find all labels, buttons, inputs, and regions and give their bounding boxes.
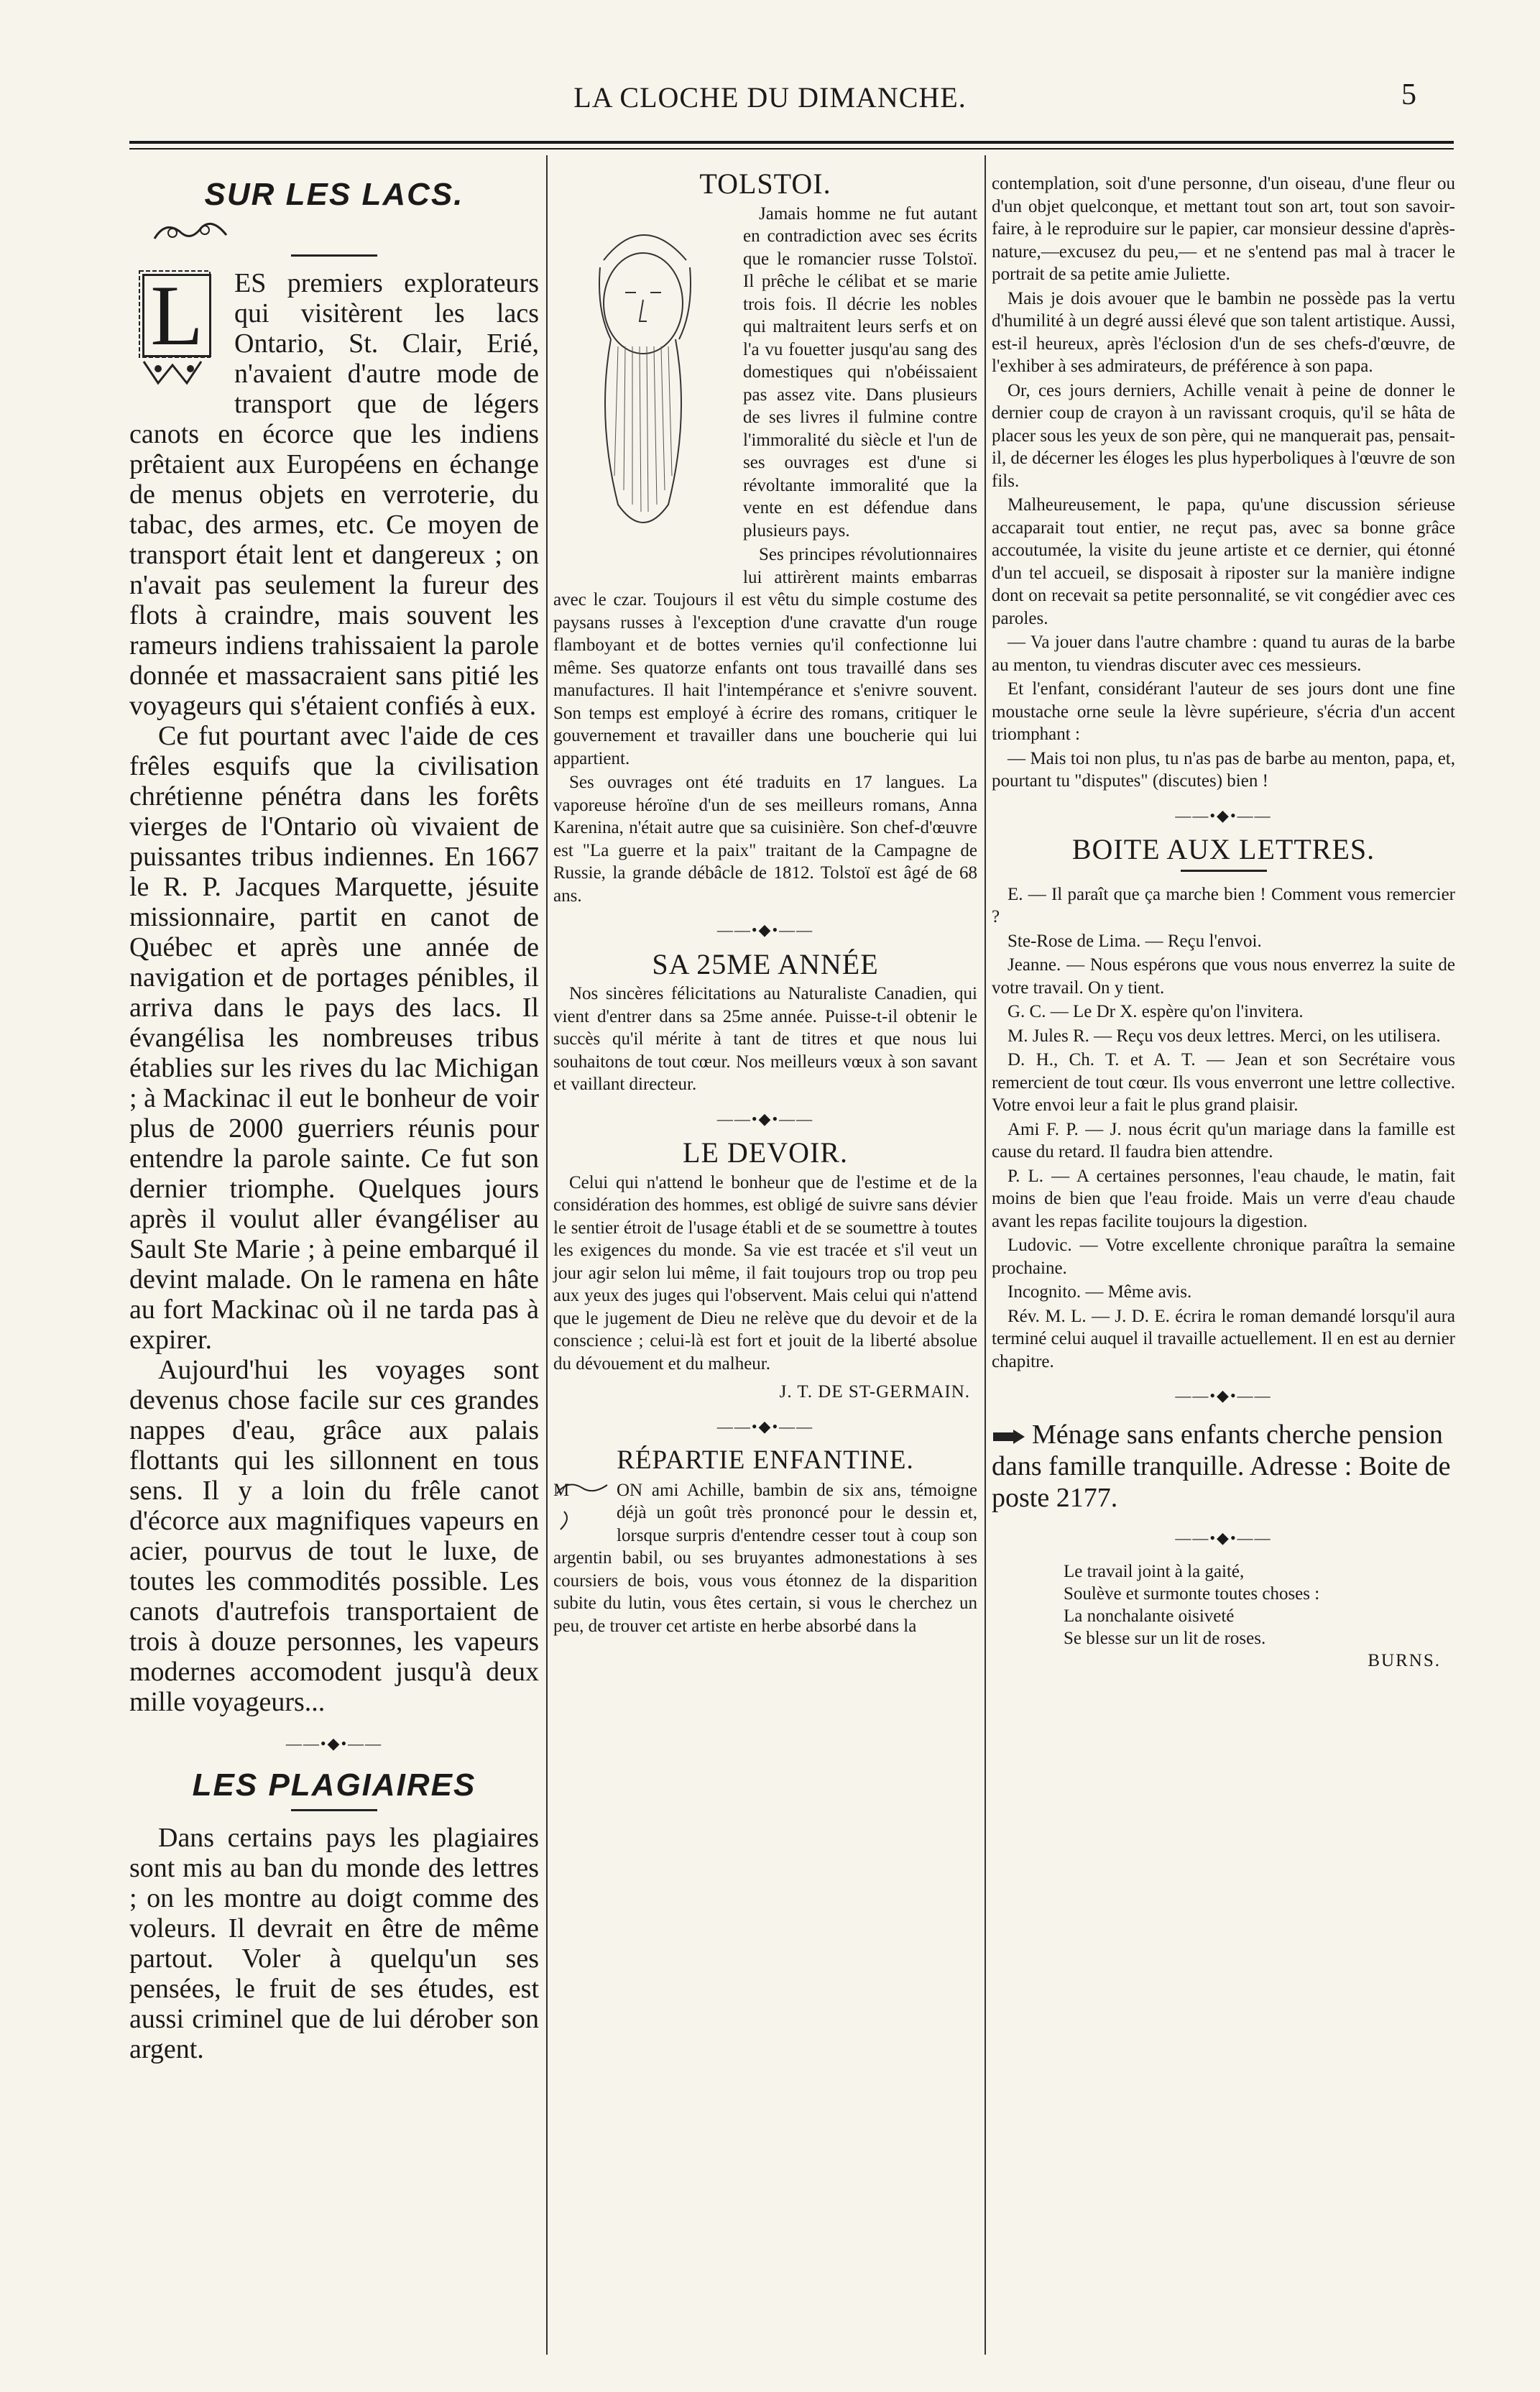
paragraph: Dans certains pays les plagiaires sont mis au ban du monde des lettres ; on les montre au doigt comme des voleurs. Il devrait en être de même partout. Voler à quelqu'un ses pensées, le fruit de ses études, est aussi criminel que de lui dérober son argent. [129,1823,539,2064]
paragraph: Et l'enfant, considérant l'auteur de ses jours dont une fine moustache orne seule la lèvre supérieure, s'écria d'un accent triomphant : [992,679,1455,744]
mail-entry: Ludovic. — Votre excellente chronique paraîtra la semaine prochaine. [992,1236,1455,1278]
poem-line: Soulève et surmonte toutes choses : [1064,1584,1320,1604]
article-body [129,268,539,1717]
article-boite-aux-lettres [992,833,1455,1373]
poem-line: Le travail joint à la gaité, [1064,1562,1245,1581]
article-title: SUR LES LACS. [204,177,464,212]
mail-entry: M. Jules R. — Reçu vos deux lettres. Merci, on les utilisera. [1008,1026,1441,1046]
article-les-plagiaires [129,1767,539,2064]
article-body [553,1479,977,1638]
paragraph: Mais je dois avouer que le bambin ne possède pas la vertu d'humilité à un degré aussi élevé que son talent artistique. Aussi, est-il heureux, après l'éclosion d'un de ses chefs-d'œuvre, de l'exhiber à ses admirateurs, de préférence à son papa. [992,288,1455,376]
article-title: TOLSTOI. [699,167,831,200]
section-divider: ——•◆•—— [716,921,814,939]
poem-line: Se blesse sur un lit de roses. [1064,1629,1266,1648]
title-rule [1181,870,1267,872]
section-divider: ——•◆•—— [716,1109,814,1128]
mail-entry: Rév. M. L. — J. D. E. écrira le roman demandé lorsqu'il aura terminé celui auquel il travaille actuellement. Il en est au dernier chapitre. [992,1306,1455,1371]
dropcap-flourish-icon [553,1479,611,1537]
mail-entry: G. C. — Le Dr X. espère qu'on l'invitera. [1008,1002,1304,1021]
paragraph: Ses ouvrages ont été traduits en 17 langues. La vaporeuse héroïne d'un de ses meilleurs romans, Anna Karenina, n'était autre que sa cuisinière. Son chef-d'œuvre est "La guerre et la paix" traitant de la Campagne de Russie, la grande débâcle de 1812. Tolstoï est âgé de 68 ans. [553,773,977,906]
mail-entry: Incognito. — Même avis. [1008,1282,1192,1302]
drop-cap [553,1479,611,1537]
column-3 [992,172,1455,1672]
paragraph: Aujourd'hui les voyages sont devenus chose facile sur ces grandes nappes d'eau, grâce aux palais flottants qui les sillonnent en tous sens. Il y a loin du frêle canot d'écorce aux magnifiques vapeurs en acier, pourvus de tout le luxe, de toutes les commodités possible. Les canots d'autrefois transportaient de trois à douze personnes, les vapeurs modernes accomodent jusqu'à deux mille voyageurs... [129,1355,539,1717]
paragraph: ES premiers explorateurs qui visitèrent les lacs Ontario, St. Clair, Erié, n'avaient d'autre mode de transport que de légers canots en écorce que les indiens prêtaient aux Européens en échange de menus objets en verroterie, du tabac, des armes, etc. Ce moyen de transport était lent et dangereux ; on n'avait pas seulement la fureur des flots à craindre, mais souvent les rameurs indiens trahissaient la parole donnée et massacraient sans pitié les voyageurs qui s'étaient confiés à eux. [129,268,539,721]
article-repartie-continuation [992,172,1455,793]
article-title: BOITE AUX LETTRES. [1071,833,1375,865]
column-2 [553,167,977,1639]
author-signature: J. T. DE ST-GERMAIN. [779,1382,970,1402]
mail-entry: Ste-Rose de Lima. — Reçu l'envoi. [1008,931,1262,951]
section-divider: ——•◆•—— [1175,1386,1272,1404]
mail-entry: D. H., Ch. T. et A. T. — Jean et son Secrétaire vous remercient de tout cœur. Ils vous enverront une lettre collective. Votre envoi leur a fait le plus grand plaisir. [992,1050,1455,1115]
pointing-hand-icon [992,1427,1028,1447]
poem-line: La nonchalante oisiveté [1064,1606,1235,1626]
paragraph: — Mais toi non plus, tu n'as pas de barbe au menton, papa, et, pourtant tu "disputes" (discutes) bien ! [992,748,1455,791]
ornament-icon [151,217,230,246]
section-divider: ——•◆•—— [1175,806,1272,824]
column-1 [129,172,539,2064]
paragraph: Malheureusement, le papa, qu'une discussion sérieuse accaparait tout entier, ne reçut pas, avec sa bonne grâce accoutumée, la visite du jeune artiste et ce dernier, qui étonné d'un tel accueil, se disposait à riposter sur la manière indigne dont on recevait sa petite personnalité, se vit congédier avec ces paroles. [992,495,1455,628]
newspaper-title: LA CLOCHE DU DIMANCHE. [573,81,967,114]
paragraph: Ce fut pourtant avec l'aide de ces frêles esquifs que la civilisation chrétienne pénétra dans les forêts vierges de l'Ontario où vivaient de puissantes tribus indiennes. En 1667 le R. P. Jacques Marquette, jésuite missionnaire, partit en canot de Québec et après une année de navigation et de portages pénibles, il arriva dans le pays des lacs. Il évangélisa les nombreuses tribus établies sur les rives du lac Michigan ; à Mackinac il eut le bonheur de voir plus de 2000 guerriers réunis pour entendre la parole sainte. Ce fut son dernier triomphe. Quelques jours après il voulut aller évangéliser au Sault Ste Marie ; à peine embarqué il devint malade. On le ramena en hâte au fort Mackinac où il ne tarda pas à expirer. [129,721,539,1355]
paragraph: contemplation, soit d'une personne, d'un oiseau, d'une fleur ou d'un objet quelconque, et mettant tout son art, tout son savoir-faire, à le reproduire sur le papier, car monsieur dessine d'après-nature,—excusez du peu,— et ne s'entend pas mal à tracer le portrait de sa petite amie Juliette. [992,174,1455,284]
header-rule [129,141,1454,144]
drop-cap [129,268,223,390]
title-rule [291,1809,377,1811]
ad-text: Ménage sans enfants cherche pension dans famille tranquille. Adresse : Boite de poste 2177. [992,1419,1451,1513]
article-le-devoir [553,1136,977,1404]
poem-author: BURNS. [1368,1651,1441,1670]
drop-cap-letter: L [142,274,211,357]
paragraph: ON ami Achille, bambin de six ans, témoigne déjà un goût très prononcé pour le dessin et, lorsque surpris d'entendre cesser tout à coup son argentin babil, ou ses bruyantes admonestations à ses coursiers de bois, vous vous étonnez de la disparition subite du lutin, vous êtes certain, si vous le cherchez un peu, de trouver cet artiste en herbe absorbé dans la [553,1480,977,1636]
article-title: LES PLAGIAIRES [192,1767,476,1803]
section-divider: ——•◆•—— [1175,1528,1272,1547]
article-repartie-enfantine [553,1445,977,1637]
section-divider: ——•◆•—— [716,1417,814,1435]
page-number: 5 [1401,78,1416,111]
tolstoi-portrait-icon [553,203,733,562]
article-sur-les-lacs [129,177,539,1717]
poem [1064,1560,1455,1672]
mail-entry: Ami F. P. — J. nous écrit qu'un mariage dans la famille est cause du retard. Il faudra bien attendre. [992,1119,1455,1162]
paragraph: Celui qui n'attend le bonheur que de l'estime et de la considération des hommes, est obligé de suivre sans dévier le sentier étroit de l'usage établi et de se soumettre à toutes les exigences du monde. Sa vie est tracée et s'il veut un jour agir selon lui même, il fait toujours trop ou trop peu aux yeux des juges qui l'observent. Mais celui qui n'attend que le jugement de Dieu ne relève que du devoir et de la conscience ; celui-là est fort et jouit de la liberté absolue du dévouement et du malheur. [553,1172,977,1374]
article-title: LE DEVOIR. [683,1136,848,1169]
paragraph: Ses principes révolutionnaires lui attirèrent maints embarras avec le czar. Toujours il est vêtu du simple costume des paysans russes à l'exception d'une cravatte d'un rouge flamboyant et de bottes vernies qu'il confectionne lui même. Ses quatorze enfants ont tous travaillé dans ses manufactures. Il hait l'intempérance et s'enivre souvent. Son temps est employé à écrire des romans, critiquer le gouvernement et travailler dans une boucherie qui lui appartient. [553,545,977,768]
section-divider: ——•◆•—— [285,1734,383,1752]
column-divider [985,155,986,2355]
drop-cap-letter: M [553,1480,570,1500]
classified-ad [992,1419,1455,1514]
column-divider [546,155,548,2355]
paragraph: Jamais homme ne fut autant en contradiction avec ses écrits que le romancier russe Tolstoï. Il prêche le célibat et se marie trois fois. Il décrie les nobles qui maltraitent leurs serfs et on l'a vu fouetter jusqu'au sang des domestiques qui n'obéissaient pas assez vite. Dans plusieurs de ses livres il fulmine contre l'immoralité du siècle et l'un de ses ouvrages est d'une si révoltante immoralité que la vente en est défendue dans plusieurs pays. [743,203,977,540]
article-tolstoi [553,167,977,907]
article-title: RÉPARTIE ENFANTINE. [617,1445,914,1475]
paragraph: — Va jouer dans l'autre chambre : quand tu auras de la barbe au menton, tu viendras discuter avec ces messieurs. [992,632,1455,675]
paragraph: Nos sincères félicitations au Naturaliste Canadien, qui vient d'entrer dans sa 25me année. Puisse-t-il obtenir le succès qu'il mérite à tant de titres et que nous lui souhaitons de tout cœur. Nos meilleurs vœux à son savant et vaillant directeur. [553,984,977,1094]
article-sa-25me-annee [553,947,977,1096]
header-rule-thin [129,148,1454,150]
article-title: SA 25ME ANNÉE [652,947,879,980]
mail-entry: P. L. — A certaines personnes, l'eau chaude, le matin, fait moins de bien que l'eau froide. Mais un verre d'eau chaude avant les repas facilite toujours la digestion. [992,1166,1455,1231]
mail-entry: Jeanne. — Nous espérons que vous nous enverrez la suite de votre travail. On y tient. [992,955,1455,998]
mail-entry: E. — Il paraît que ça marche bien ! Comment vous remercier ? [992,884,1455,926]
title-rule [291,254,377,257]
paragraph: Or, ces jours derniers, Achille venait à peine de donner le dernier coup de crayon à un ravissant croquis, qu'il se hâta de placer sous les yeux de son père, qui ne manquerait pas, pensait-il, de décerner les éloges les plus hyperboliques à l'œuvre de son fils. [992,380,1455,491]
